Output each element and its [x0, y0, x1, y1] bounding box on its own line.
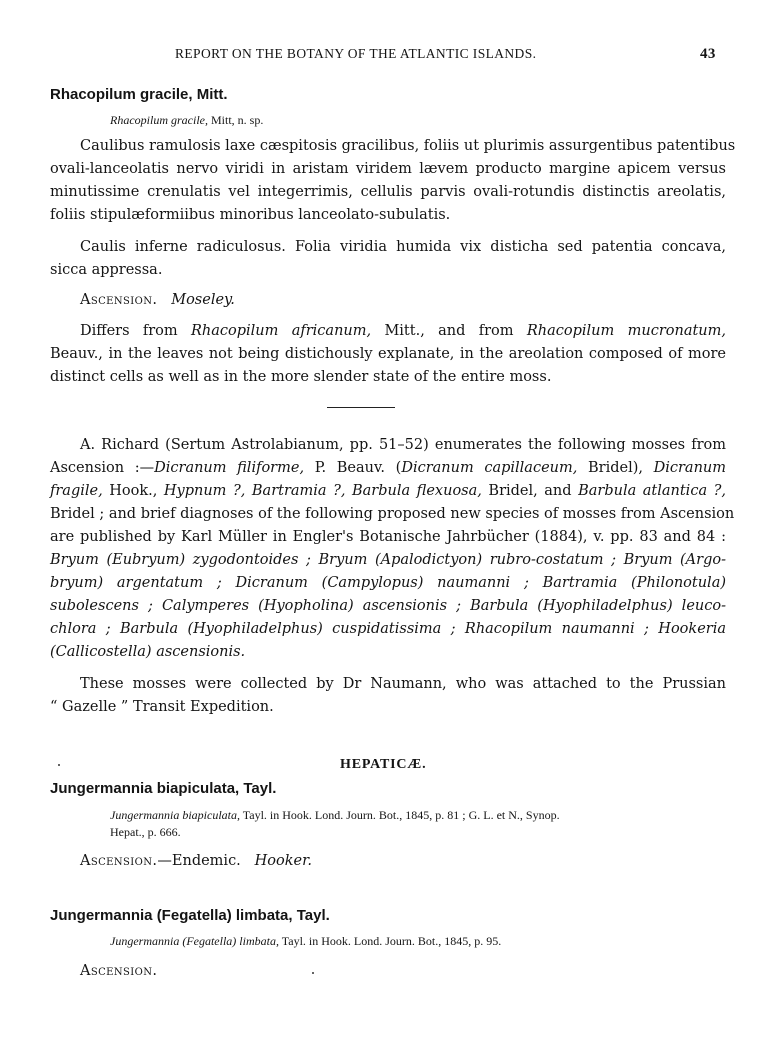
page-number: 43	[700, 46, 716, 62]
latin-description-line-4: foliis stipulæformiibus minoribus lanceolato-subulatis.	[50, 207, 451, 223]
locality-text: —Endemic.	[157, 853, 241, 869]
richard-taxon: Dicranum capillaceum,	[401, 460, 578, 476]
differs-line-1	[80, 320, 726, 343]
locality-label: Ascension.	[80, 853, 158, 869]
richard-line-6: Bryum (Eubryum) zygodontoides ; Bryum (Apalodictyon) rubro-costatum ; Bryum (Argo-	[50, 552, 726, 568]
latin-description-line-2: ovali-lanceolatis nervo viridi in aristam viridem lævem producto margine apicem versus	[50, 161, 726, 177]
richard-text: Bridel, and	[481, 483, 579, 499]
reference-taxon: Jungermannia biapiculata,	[110, 808, 240, 822]
richard-taxon: Hypnum ?, Bartramia ?, Barbula flexuosa,	[163, 483, 482, 499]
reference-text: Tayl. in Hook. Lond. Journ. Bot., 1845, p. 81 ; G. L. et N., Synop.	[239, 808, 560, 822]
richard-text: Ascension :—	[50, 460, 155, 476]
richard-taxon: Barbula atlantica ?,	[578, 483, 727, 499]
differs-line-3: distinct cells as well as in the more slender state of the entire moss.	[50, 369, 552, 385]
richard-text: Hook.,	[102, 483, 164, 499]
reference-biapiculata-line-1	[110, 808, 560, 823]
richard-line-5: are published by Karl Müller in Engler's Botanische Jahrbücher (1884), v. pp. 83 and 84 :	[50, 529, 726, 545]
richard-line-7: bryum) argentatum ; Dicranum (Campylopus) naumanni ; Bartramia (Philonotula)	[50, 575, 726, 591]
naumann-line-1: These mosses were collected by Dr Naumann, who was attached to the Prussian	[80, 676, 726, 692]
richard-line-2	[50, 457, 726, 480]
differs-text: Differs from	[80, 323, 191, 339]
synonym-rest: Mitt, n. sp.	[207, 113, 264, 127]
richard-line-3	[50, 480, 726, 503]
richard-taxon: fragile,	[50, 483, 103, 499]
species-title-rhacopilum: Rhacopilum gracile, Mitt.	[50, 86, 228, 103]
richard-line-8: subolescens ; Calymperes (Hyopholina) ascensionis ; Barbula (Hyophiladelphus) leuco-	[50, 598, 726, 614]
richard-text: P. Beauv. (	[304, 460, 402, 476]
reference-limbata	[110, 934, 501, 949]
richard-taxon: Dicranum filiforme,	[154, 460, 305, 476]
differs-taxon-2: Rhacopilum mucronatum,	[526, 323, 726, 339]
richard-line-4: Bridel ; and brief diagnoses of the following proposed new species of mosses from Ascension	[50, 506, 735, 522]
reference-text: Tayl. in Hook. Lond. Journ. Bot., 1845, p. 95.	[278, 934, 502, 948]
section-divider	[327, 407, 395, 408]
locality-label: Ascension.	[80, 963, 158, 979]
reference-biapiculata-line-2: Hepat., p. 666.	[110, 825, 181, 839]
speck	[312, 972, 314, 974]
species-title-limbata: Jungermannia (Fegatella) limbata, Tayl.	[50, 907, 330, 924]
locality-biapiculata	[80, 850, 312, 873]
caulis-line-2: sicca appressa.	[50, 262, 163, 278]
naumann-line-2: “ Gazelle ” Transit Expedition.	[50, 699, 274, 715]
speck	[58, 764, 60, 766]
section-heading-hepaticae: HEPATICÆ.	[340, 757, 427, 772]
richard-line-1: A. Richard (Sertum Astrolabianum, pp. 51–52) enumerates the following mosses from	[80, 437, 726, 453]
synonym-rhacopilum	[110, 113, 263, 128]
differs-line-2: Beauv., in the leaves not being distichously explanate, in the areolation composed of more	[50, 346, 726, 362]
reference-taxon: Jungermannia (Fegatella) limbata,	[110, 934, 279, 948]
richard-line-10: (Callicostella) ascensionis.	[50, 644, 246, 660]
locality-label: Ascension.	[80, 292, 158, 308]
differs-text-2: Mitt., and from	[371, 323, 527, 339]
richard-line-9: chlora ; Barbula (Hyophiladelphus) cuspidatissima ; Rhacopilum naumanni ; Hookeria	[50, 621, 726, 637]
collector-name: Moseley.	[171, 292, 235, 308]
latin-description-line-3: minutissime crenulatis vel integerrimis, cellulis parvis ovali-rotundis distinctis areolatis,	[50, 184, 726, 200]
locality-rhacopilum	[80, 289, 235, 312]
differs-taxon-1: Rhacopilum africanum,	[190, 323, 372, 339]
locality-limbata	[80, 960, 157, 983]
latin-description-line-1: Caulibus ramulosis laxe cæspitosis gracilibus, foliis ut plurimis assurgentibus patentibus	[80, 138, 736, 154]
collector-name: Hooker.	[254, 853, 313, 869]
synonym-italic: Rhacopilum gracile,	[110, 113, 208, 127]
richard-taxon: Dicranum	[653, 460, 726, 476]
running-header-title: REPORT ON THE BOTANY OF THE ATLANTIC ISLANDS.	[175, 46, 537, 61]
caulis-line-1: Caulis inferne radiculosus. Folia viridia humida vix disticha sed patentia concava,	[80, 239, 726, 255]
species-title-biapiculata: Jungermannia biapiculata, Tayl.	[50, 780, 277, 797]
richard-text: Bridel),	[577, 460, 654, 476]
